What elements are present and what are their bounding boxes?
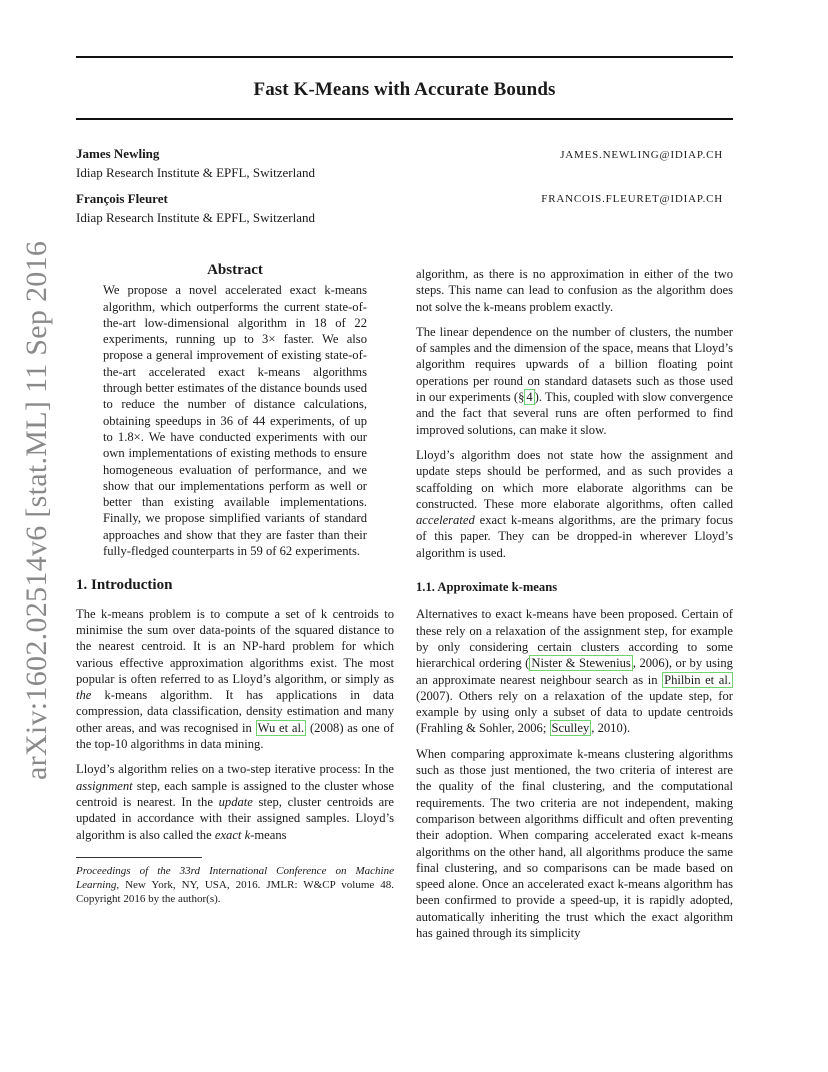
citation-frahling-link[interactable]: Frahling & Sohler, 2006 xyxy=(420,721,543,736)
left-column xyxy=(76,262,394,906)
citation-wu-year[interactable]: (2008) xyxy=(309,720,344,735)
abstract-heading: Abstract xyxy=(207,262,263,278)
arxiv-identifier-stamp[interactable]: arXiv:1602.02514v6 [stat.ML] 11 Sep 2016 xyxy=(20,240,53,780)
citation-philbin-link[interactable]: Philbin et al. xyxy=(664,672,731,687)
author-name-2: François Fleuret xyxy=(76,191,168,206)
author-email-1[interactable]: JAMES.NEWLING@IDIAP.CH xyxy=(560,149,723,161)
section-4-ref-link[interactable]: 4 xyxy=(526,390,533,405)
author-affiliation-1: Idiap Research Institute & EPFL, Switzerland xyxy=(76,165,316,180)
author-email-2[interactable]: FRANCOIS.FLEURET@IDIAP.CH xyxy=(541,193,723,205)
right-paragraph-2: The linear dependence on the number of clusters, the number of samples and the dimension of the space, means that Lloyd’s algorithm requires upwards of a billion floating point operations per round on standard datasets such as those used in our experiments (§ 4 ). This, coupled with slow convergence and the fact that several runs are often performed to find improved solutions, can make it slow. xyxy=(416,324,734,437)
title-underline-rule xyxy=(76,118,733,120)
introduction-heading: 1. Introduction xyxy=(76,577,173,594)
intro-paragraph-2: Lloyd’s algorithm relies on a two-step iterative process: In the assignment step, each sample is assigned to the cluster whose centroid is nearest. In the update step, cluster centroids are updated in accordance with their assigned samples. Lloyd’s algorithm is also called the exact k-means xyxy=(76,762,395,842)
right-paragraph-1: algorithm, as there is no approximation in either of the two steps. This name can lead to confusion as the algorithm does not solve the k-means problem exactly. xyxy=(416,267,733,314)
right-paragraph-3: Lloyd’s algorithm does not state how the assignment and update steps should be performed, and as such provides a scaffolding on which more elaborate algorithms can be constructed. These more elaborate algorithms, often called accelerated exact k-means algorithms, are the primary focus of this paper. They can be dropped-in wherever Lloyd’s algorithm is used. xyxy=(416,447,733,560)
right-column xyxy=(416,266,733,941)
citation-philbin-year[interactable]: (2007) xyxy=(416,688,450,703)
paper-title: Fast K-Means with Accurate Bounds xyxy=(253,79,556,100)
abstract-block xyxy=(103,262,367,559)
author-affiliation-2: Idiap Research Institute & EPFL, Switzerland xyxy=(76,210,316,225)
right-paragraph-4: Alternatives to exact k-means have been proposed. Certain of these rely on a relaxation of the assignment step, for example by only considering certain clusters according to some hierarchical ordering ( Nister & Stewenius , 2006), or by using an approximate nearest neighbour search as in Philbin et al. (2007). Others rely on a relaxation of the update step, for example by using only a subset of data to update centroids (Frahling & Sohler, 2006; Sculley , 2010). xyxy=(416,607,733,736)
citation-nister-link[interactable]: Nister & Stewenius xyxy=(531,656,631,671)
subsection-approximate-kmeans-heading: 1.1. Approximate k-means xyxy=(416,580,558,595)
right-paragraph-5: When comparing approximate k-means clustering algorithms such as those just mentioned, the two criteria of interest are the quality of the final clustering, and the computational requirements. The two criteria are not independent, making comparison between algorithms difficult and often preventing their adoption. When comparing accelerated exact k-means algorithms on the other hand, all algorithms produce the same final clustering, and so comparisons can be made based on speed alone. Once an accelerated exact k-means algorithm has been confirmed to provide a speed-up, it is rapidly adopted, automatically inheriting the trust which the exact algorithm has gained through its simplicity xyxy=(416,746,733,940)
footnote-rule xyxy=(76,857,202,858)
top-rule xyxy=(76,56,733,58)
author-name-1: James Newling xyxy=(76,146,160,161)
citation-sculley-link[interactable]: Sculley xyxy=(551,721,590,736)
intro-paragraph-1: The k-means problem is to compute a set of k centroids to minimise the sum over data-points of the squared distance to the nearest centroid. It is an NP-hard problem for which various effective approximation algorithms exist. The most popular is often referred to as Lloyd’s algorithm, or simply as the k-means algorithm. It has applications in data compression, data classification, density estimation and many other areas, and was recognised in Wu et al. (2008) as one of the top-10 algorithms in data mining. xyxy=(76,606,394,752)
abstract-text: We propose a novel accelerated exact k-means algorithm, which outperforms the current state-of-the-art low-dimensional algorithm in 18 of 22 experiments, running up to 3× faster. We also propose a general improvement of existing state-of-the-art accelerated exact k-means algorithms through better estimates of the distance bounds used to reduce the number of distance calculations, obtaining speedups in 36 of 44 experiments, of up to 1.8×. We have conducted experiments with our own implementations of existing methods to ensure homogeneous evaluation of performance, and we show that our implementations perform as well or better than existing available implementations. Finally, we propose simplified variants of standard approaches and show that they are faster than their fully-fledged counterparts in 59 of 62 experiments. xyxy=(103,283,367,559)
citation-wu-link[interactable]: Wu et al. xyxy=(257,720,305,735)
proceedings-footnote: Proceedings of the 33rd International Conference on Machine Learning, New York, NY, USA, 2016. JMLR: W&CP volume 48. Copyright 2016 by the author(s). xyxy=(76,864,394,905)
